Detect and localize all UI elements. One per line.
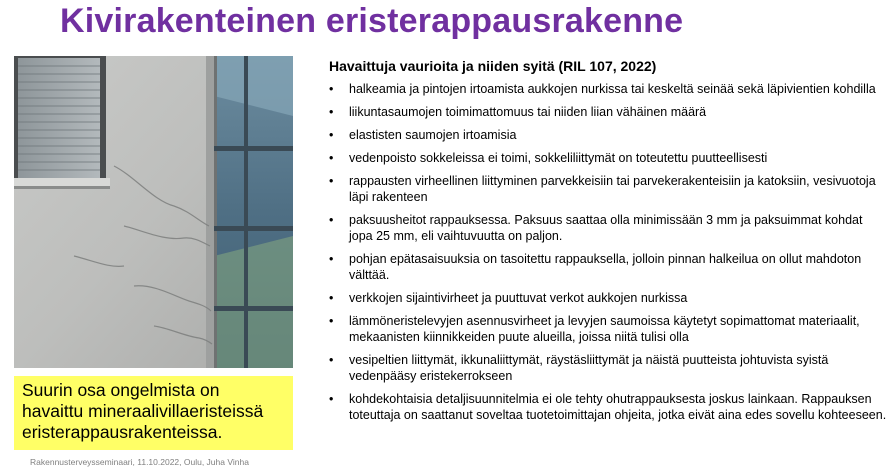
- list-item: [329, 290, 889, 306]
- list-item: [329, 251, 889, 283]
- list-item: [329, 150, 889, 166]
- slide-footer: Rakennusterveysseminaari, 11.10.2022, Oulu, Juha Vinha: [30, 457, 249, 467]
- damage-list: [329, 81, 889, 430]
- bullet-icon: •: [329, 174, 334, 188]
- key-finding-callout: [14, 376, 293, 450]
- list-item: [329, 81, 889, 97]
- list-item: [329, 127, 889, 143]
- section-heading: Havaittuja vaurioita ja niiden syitä (RIL 107, 2022): [329, 58, 657, 74]
- callout-line: eristerappausrakenteissa.: [22, 422, 223, 442]
- bullet-icon: •: [329, 213, 334, 227]
- list-item: [329, 391, 889, 423]
- bullet-icon: •: [329, 128, 334, 142]
- list-item-text: elastisten saumojen irtoamisia: [349, 128, 517, 142]
- list-item: [329, 173, 889, 205]
- bullet-icon: •: [329, 252, 334, 266]
- callout-line: havaittu mineraalivillaeristeissä: [22, 401, 264, 421]
- facade-photo: [14, 56, 293, 368]
- list-item-text: rappausten virheellinen liittyminen parvekkeisiin tai parvekerakenteisiin ja katoksiin, vesivuotoja läpi rakenteen: [349, 174, 876, 204]
- list-item-text: lämmöneristelevyjen asennusvirheet ja levyjen saumoissa käytetyt sopimattomat materiaalit, mekaanisten kiinnikkeiden puute alueilla, joissa niitä tulisi olla: [349, 314, 860, 344]
- list-item: [329, 212, 889, 244]
- list-item-text: liikuntasaumojen toimimattomuus tai niiden liian vähäinen määrä: [349, 105, 707, 119]
- list-item-text: verkkojen sijaintivirheet ja puuttuvat verkot aukkojen nurkissa: [349, 291, 688, 305]
- list-item-text: pohjan epätasaisuuksia on tasoitettu rappauksella, jolloin pinnan halkeilua on ollut mahdoton välttää.: [349, 252, 862, 282]
- slide-title: Kivirakenteinen eristerappausrakenne: [60, 2, 684, 40]
- bullet-icon: •: [329, 353, 334, 367]
- list-item: [329, 352, 889, 384]
- bullet-icon: •: [329, 105, 334, 119]
- callout-line: Suurin osa ongelmista on: [22, 380, 220, 400]
- bullet-icon: •: [329, 291, 334, 305]
- bullet-icon: •: [329, 392, 334, 406]
- list-item-text: vesipeltien liittymät, ikkunaliittymät, räystäsliittymät ja näistä puutteista johtuvista syistä vedenpääsy eristekerrokseen: [349, 353, 829, 383]
- list-item-text: paksuusheitot rappauksessa. Paksuus saattaa olla minimissään 3 mm ja paksuimmat kohdat jopa 25 mm, eli vaihtuvuutta on paljon.: [349, 213, 863, 243]
- bullet-icon: •: [329, 82, 334, 96]
- list-item: [329, 313, 889, 345]
- list-item-text: vedenpoisto sokkeleissa ei toimi, sokkeliliittymät on toteutettu puutteellisesti: [349, 151, 768, 165]
- bullet-icon: •: [329, 314, 334, 328]
- list-item-text: halkeamia ja pintojen irtoamista aukkojen nurkissa tai keskeltä seinää sekä läpivientien kohdilla: [349, 82, 876, 96]
- list-item-text: kohdekohtaisia detaljisuunnitelmia ei ole tehty ohutrappauksesta joskus lainkaan. Rappauksen toteuttaja on saattanut soveltaa tuotetoimittajan ohjeita, jotka eivät aina edes sovellu kohteeseen.: [349, 392, 887, 422]
- list-item: [329, 104, 889, 120]
- bullet-icon: •: [329, 151, 334, 165]
